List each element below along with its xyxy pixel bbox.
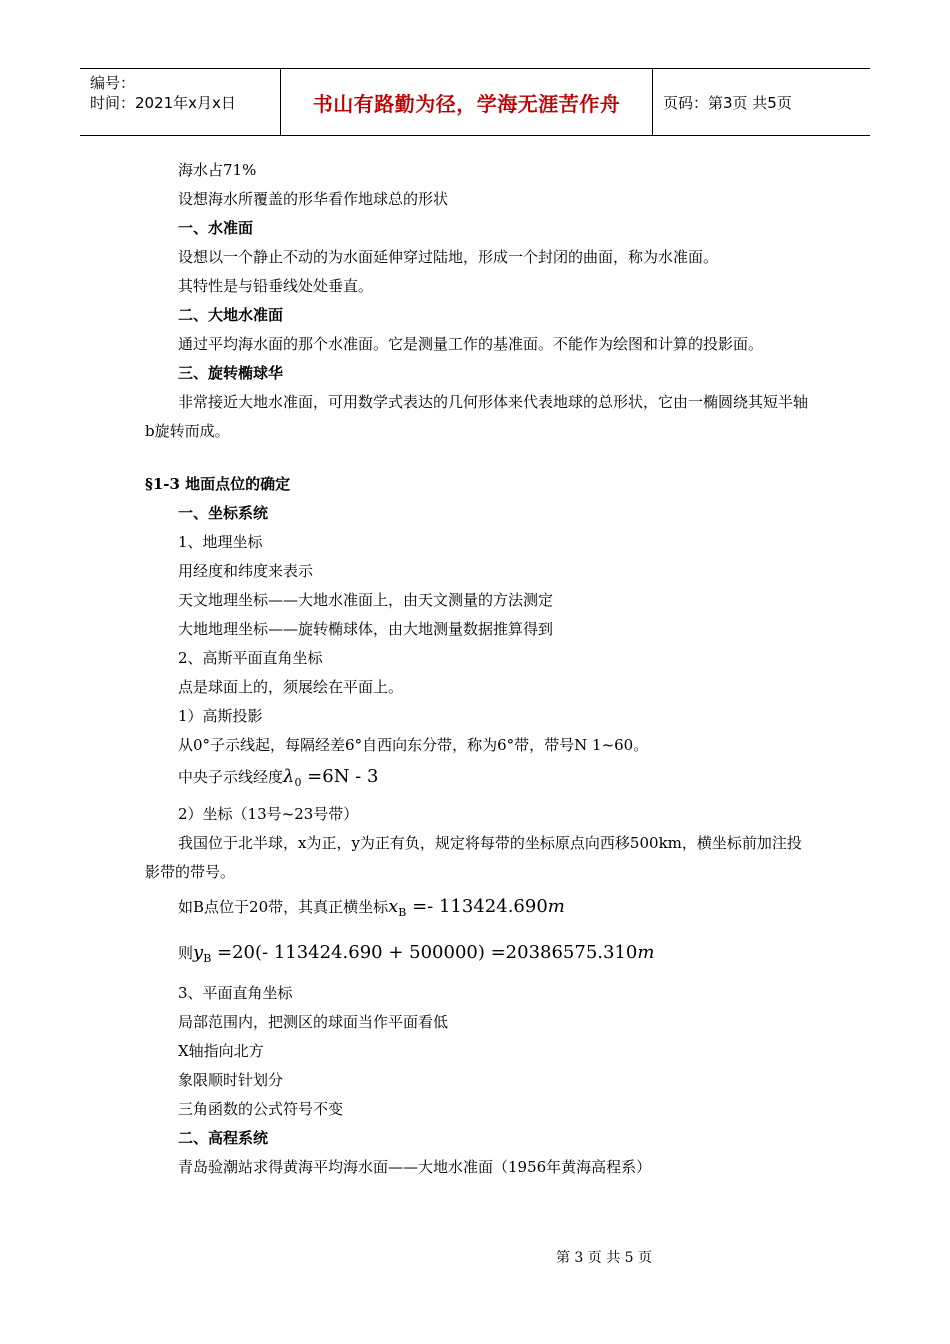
paragraph: 3、平面直角坐标 xyxy=(178,984,293,1002)
paragraph: 2、高斯平面直角坐标 xyxy=(178,649,323,667)
paragraph: 局部范围内，把测区的球面当作平面看低 xyxy=(178,1013,449,1031)
paragraph: 象限顺时针划分 xyxy=(178,1071,284,1089)
paragraph: 设想以一个静止不动的为水面延伸穿过陆地，形成一个封闭的曲面，称为水准面。 xyxy=(178,248,719,266)
paragraph: 从0°子示线起，每隔经差6°自西向东分带，称为6°带，带号N 1~60。 xyxy=(178,736,649,754)
header-meta xyxy=(80,69,281,135)
section-heading: §1-3 地面点位的确定 xyxy=(145,475,291,493)
paragraph: 海水占71% xyxy=(178,161,257,179)
paragraph: 其特性是与铅垂线处处垂直。 xyxy=(178,277,374,295)
formula-lambda: λ xyxy=(283,766,295,787)
paragraph: 大地地理坐标——旋转椭球体，由大地测量数据推算得到 xyxy=(178,620,554,638)
subheading-geoid: 二、大地水准面 xyxy=(178,306,284,324)
paragraph: 三角函数的公式符号不变 xyxy=(178,1100,344,1118)
paragraph: 1）高斯投影 xyxy=(178,707,263,725)
formula-line-central-meridian: 中央子示线经度$\lambda_0 =6N - 3$ xyxy=(178,766,379,789)
page-footer: 第 3 页 共 5 页 xyxy=(555,1250,653,1266)
formula-line-xb: 如B点位于20带，其真正横坐标$x_B =- 113424.690m$ xyxy=(178,896,565,919)
formula-expression: =6N - 3 xyxy=(301,766,379,787)
formula-line-yb: 则$y_B =20(-$ 113424.690 + 500000) =20386575.310m xyxy=(178,942,655,965)
doc-number-label: 编号： xyxy=(90,74,136,92)
paragraph: 用经度和纬度来表示 xyxy=(178,562,314,580)
paragraph: 通过平均海水面的那个水准面。它是测量工作的基准面。不能作为绘图和计算的投影面。 xyxy=(178,335,764,353)
subheading-height-system: 二、高程系统 xyxy=(178,1129,269,1147)
paragraph: 天文地理坐标——大地水准面上，由天文测量的方法测定 xyxy=(178,591,554,609)
doc-time-label: 时间：2021年x月x日 xyxy=(90,94,236,112)
header-motto: 书山有路勤为径，学海无涯苦作舟 xyxy=(281,69,653,135)
paragraph: X轴指向北方 xyxy=(178,1042,264,1060)
paragraph: 1、地理坐标 xyxy=(178,533,263,551)
subheading-coordinate-system: 一、坐标系统 xyxy=(178,504,269,522)
document-body xyxy=(145,156,810,1182)
paragraph: 非常接近大地水准面，可用数学式表达的几何形体来代表地球的总形状，它由一椭圆绕其短半轴b旋转而成。 xyxy=(145,393,809,440)
header-page-code: 页码：第3页 共5页 xyxy=(663,93,792,112)
subheading-level-surface: 一、水准面 xyxy=(178,219,254,237)
subheading-ellipsoid: 三、旋转椭球华 xyxy=(178,364,284,382)
paragraph: 点是球面上的，须展绘在平面上。 xyxy=(178,678,404,696)
paragraph: 青岛验潮站求得黄海平均海水面——大地水准面（1956年黄海高程系） xyxy=(178,1158,652,1176)
page-header xyxy=(80,68,870,136)
paragraph: 设想海水所覆盖的形华看作地球总的形状 xyxy=(178,190,449,208)
paragraph: 2）坐标（13号~23号带） xyxy=(178,805,359,823)
paragraph: 我国位于北半球，x为正，y为正有负，规定将每带的坐标原点向西移500km，横坐标前加注投影带的带号。 xyxy=(145,834,802,881)
